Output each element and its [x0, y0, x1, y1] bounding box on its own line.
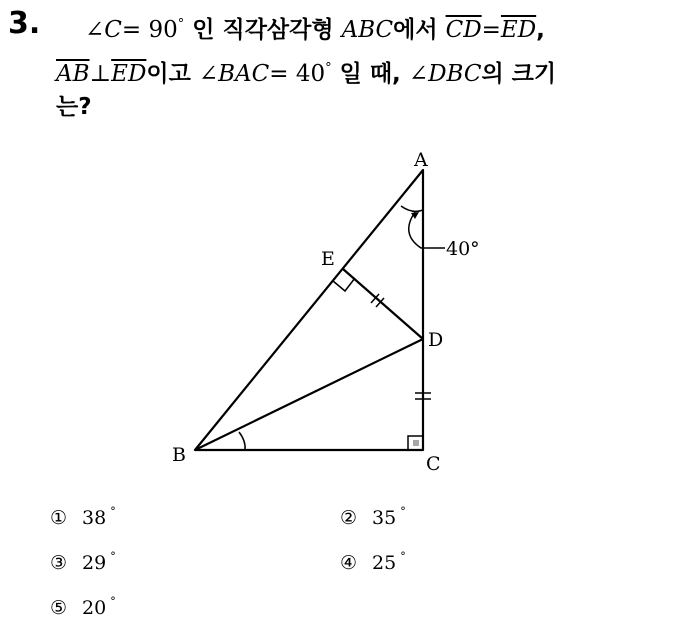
angle-label-40: 40° [446, 238, 480, 260]
choice-3-value: 29 [82, 552, 107, 574]
equals-40: = 40 [269, 61, 326, 87]
angle-arc-b [239, 432, 245, 450]
perpendicular-symbol: ⊥ [89, 61, 112, 87]
choice-2-degree: ° [400, 505, 406, 518]
choice-2[interactable] [340, 505, 406, 529]
choice-3[interactable] [50, 550, 116, 574]
vertex-label-d: D [428, 329, 444, 351]
choice-4-degree: ° [400, 550, 406, 563]
vertex-label-c: C [426, 453, 441, 475]
text-igo: 이고 [146, 61, 191, 87]
segment-ed-2: $\overline{ED}$ [111, 61, 147, 87]
choice-4[interactable] [340, 550, 406, 574]
segment-ab: $\overline{AB}$ [56, 61, 90, 87]
segment-cd: $\overline{CD}$ [445, 17, 482, 43]
angle-arc-a [401, 206, 423, 211]
choice-1-number: ① [50, 507, 68, 529]
choice-2-number: ② [340, 507, 358, 529]
triangle-abc: ABC [341, 17, 394, 43]
choice-4-number: ④ [340, 552, 358, 574]
degree-mark: ° [177, 17, 185, 32]
right-angle-dot-c [413, 440, 419, 446]
choice-3-number: ③ [50, 552, 68, 574]
choice-2-value: 35 [372, 507, 397, 529]
text-right-triangle: 인 직각삼각형 [192, 17, 334, 43]
question-number: 3. [8, 6, 41, 41]
choice-5-number: ⑤ [50, 597, 68, 619]
text-il-ttae: 일 때, [339, 61, 401, 87]
choice-5-value: 20 [82, 597, 107, 619]
degree-mark-2: ° [325, 61, 332, 76]
comma: , [536, 17, 545, 43]
equals-90: = 90 [121, 17, 178, 43]
question-line-3: 는? [56, 94, 92, 120]
choice-1-value: 38 [82, 507, 107, 529]
vertex-label-e: E [321, 248, 335, 270]
equals-sign: = [481, 17, 501, 43]
choice-3-degree: ° [110, 550, 116, 563]
choice-4-value: 25 [372, 552, 397, 574]
angle-bac: ∠BAC [198, 61, 270, 87]
segment-ed: $\overline{ED}$ [500, 17, 537, 43]
choice-5[interactable] [50, 595, 116, 619]
choice-1[interactable] [50, 505, 116, 529]
angle-dbc: ∠DBC [408, 61, 482, 87]
choice-5-degree: ° [110, 595, 116, 608]
text-size: 의 크기 [481, 61, 557, 87]
right-angle-mark-e [333, 278, 355, 291]
vertex-label-b: B [172, 444, 186, 466]
vertex-label-a: A [414, 149, 428, 171]
segment-bd-line [195, 339, 423, 450]
text-eseo: 에서 [393, 17, 438, 43]
choice-1-degree: ° [110, 505, 116, 518]
angle-c: ∠C [85, 17, 122, 43]
segment-ed-line [343, 269, 423, 339]
